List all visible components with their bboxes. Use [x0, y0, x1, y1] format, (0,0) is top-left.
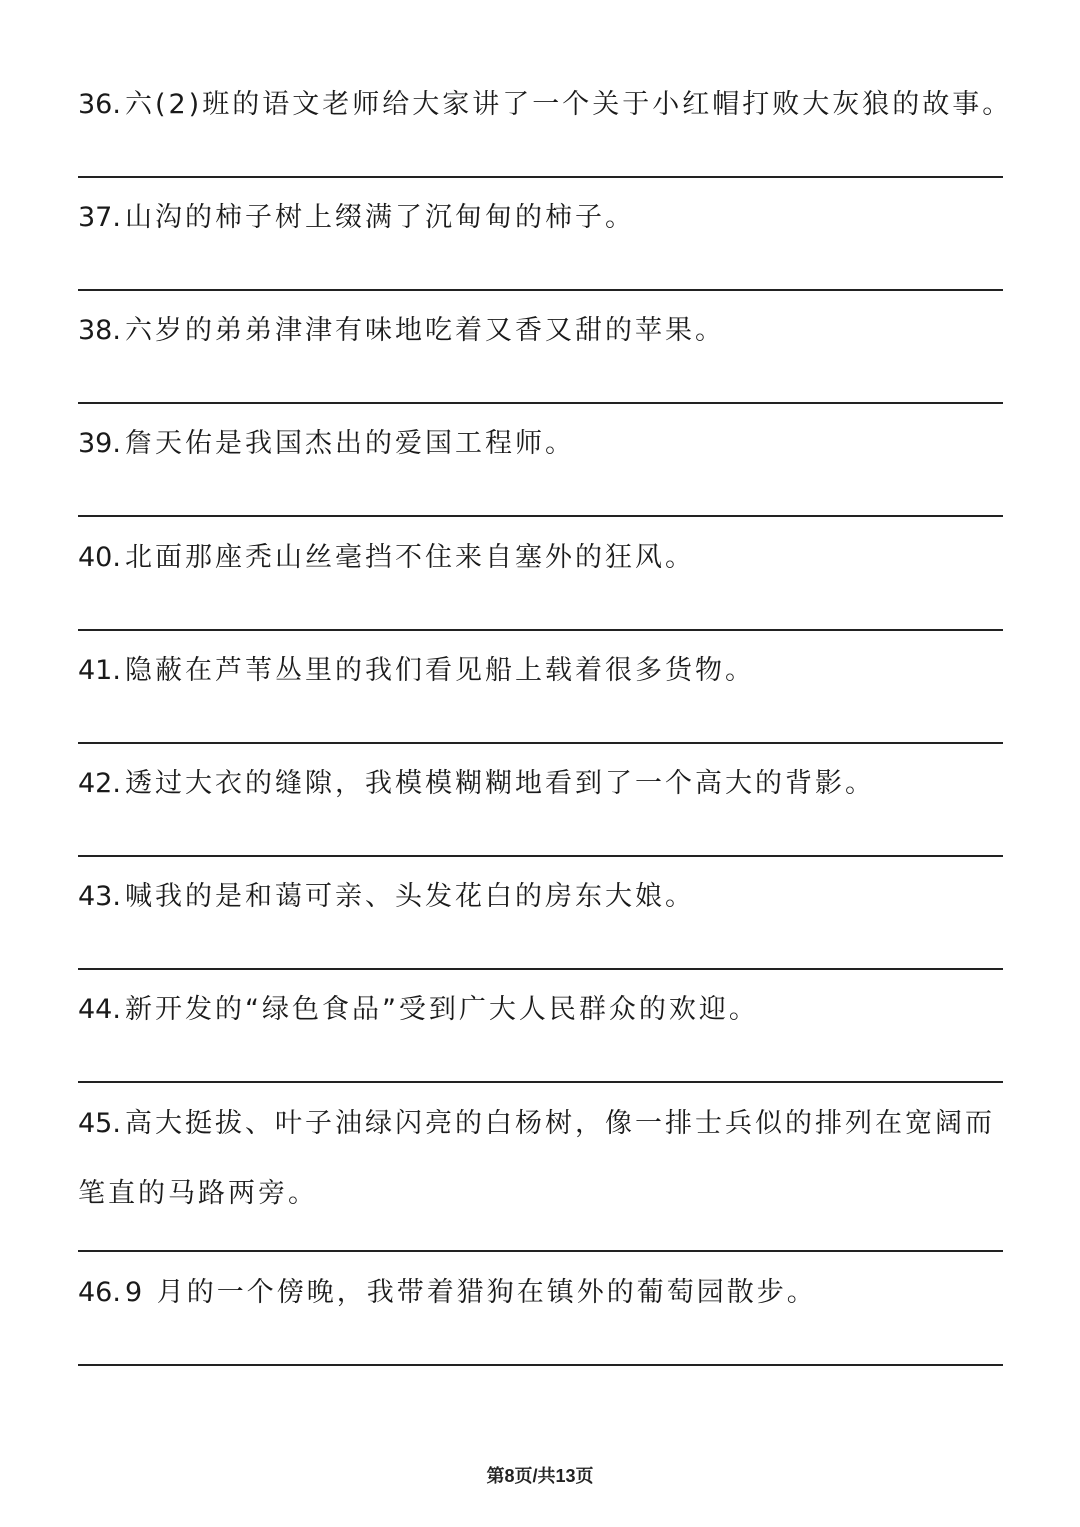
- question-38: [78, 296, 1003, 366]
- answer-line-42[interactable]: [78, 855, 1003, 857]
- question-number: 42.: [78, 768, 121, 799]
- question-number: 43.: [78, 881, 121, 912]
- question-number: 36.: [78, 89, 121, 120]
- question-number: 39.: [78, 428, 121, 459]
- question-text: 41. 隐蔽在芦苇丛里的我们看见船上载着很多货物。: [78, 655, 755, 686]
- question-number: 38.: [78, 315, 121, 346]
- answer-line-43[interactable]: [78, 968, 1003, 970]
- question-36: [78, 70, 1013, 140]
- question-text: 43. 喊我的是和蔼可亲、头发花白的房东大娘。: [78, 881, 695, 912]
- question-46: [78, 1258, 1003, 1328]
- answer-line-37[interactable]: [78, 289, 1003, 291]
- question-45: [78, 1089, 1003, 1229]
- question-number: 44.: [78, 994, 121, 1025]
- question-number: 46.: [78, 1277, 121, 1308]
- question-text: 39. 詹天佑是我国杰出的爱国工程师。: [78, 428, 575, 459]
- question-40: [78, 523, 1003, 593]
- answer-line-36[interactable]: [78, 176, 1003, 178]
- question-text: 45. 高大挺拔、叶子油绿闪亮的白杨树，像一排士兵似的排列在宽阔而笔直的马路两旁。: [78, 1108, 995, 1209]
- question-number: 40.: [78, 542, 121, 573]
- answer-line-46[interactable]: [78, 1364, 1003, 1366]
- question-number: 41.: [78, 655, 121, 686]
- question-text: 40. 北面那座秃山丝毫挡不住来自塞外的狂风。: [78, 542, 695, 573]
- question-text: 38. 六岁的弟弟津津有味地吃着又香又甜的苹果。: [78, 315, 725, 346]
- question-44: [78, 975, 1003, 1045]
- question-number: 45.: [78, 1108, 121, 1139]
- page-number-footer: 第8页/共13页: [486, 1466, 594, 1486]
- answer-line-40[interactable]: [78, 629, 1003, 631]
- question-text: 44. 新开发的“绿色食品”受到广大人民群众的欢迎。: [78, 994, 759, 1025]
- answer-line-38[interactable]: [78, 402, 1003, 404]
- question-37: [78, 183, 1003, 253]
- answer-line-41[interactable]: [78, 742, 1003, 744]
- question-39: [78, 409, 1003, 479]
- answer-line-39[interactable]: [78, 515, 1003, 517]
- answer-line-44[interactable]: [78, 1081, 1003, 1083]
- question-42: [78, 749, 1003, 819]
- question-number: 37.: [78, 202, 121, 233]
- answer-line-45[interactable]: [78, 1250, 1003, 1252]
- question-text: 42. 透过大衣的缝隙，我模模糊糊地看到了一个高大的背影。: [78, 768, 875, 799]
- question-text: 36. 六(2)班的语文老师给大家讲了一个关于小红帽打败大灰狼的故事。: [78, 89, 1013, 120]
- question-43: [78, 862, 1003, 932]
- question-text: 37. 山沟的柿子树上缀满了沉甸甸的柿子。: [78, 202, 635, 233]
- question-41: [78, 636, 1003, 706]
- question-text: 46. 9 月的一个傍晚，我带着猎狗在镇外的葡萄园散步。: [78, 1277, 817, 1308]
